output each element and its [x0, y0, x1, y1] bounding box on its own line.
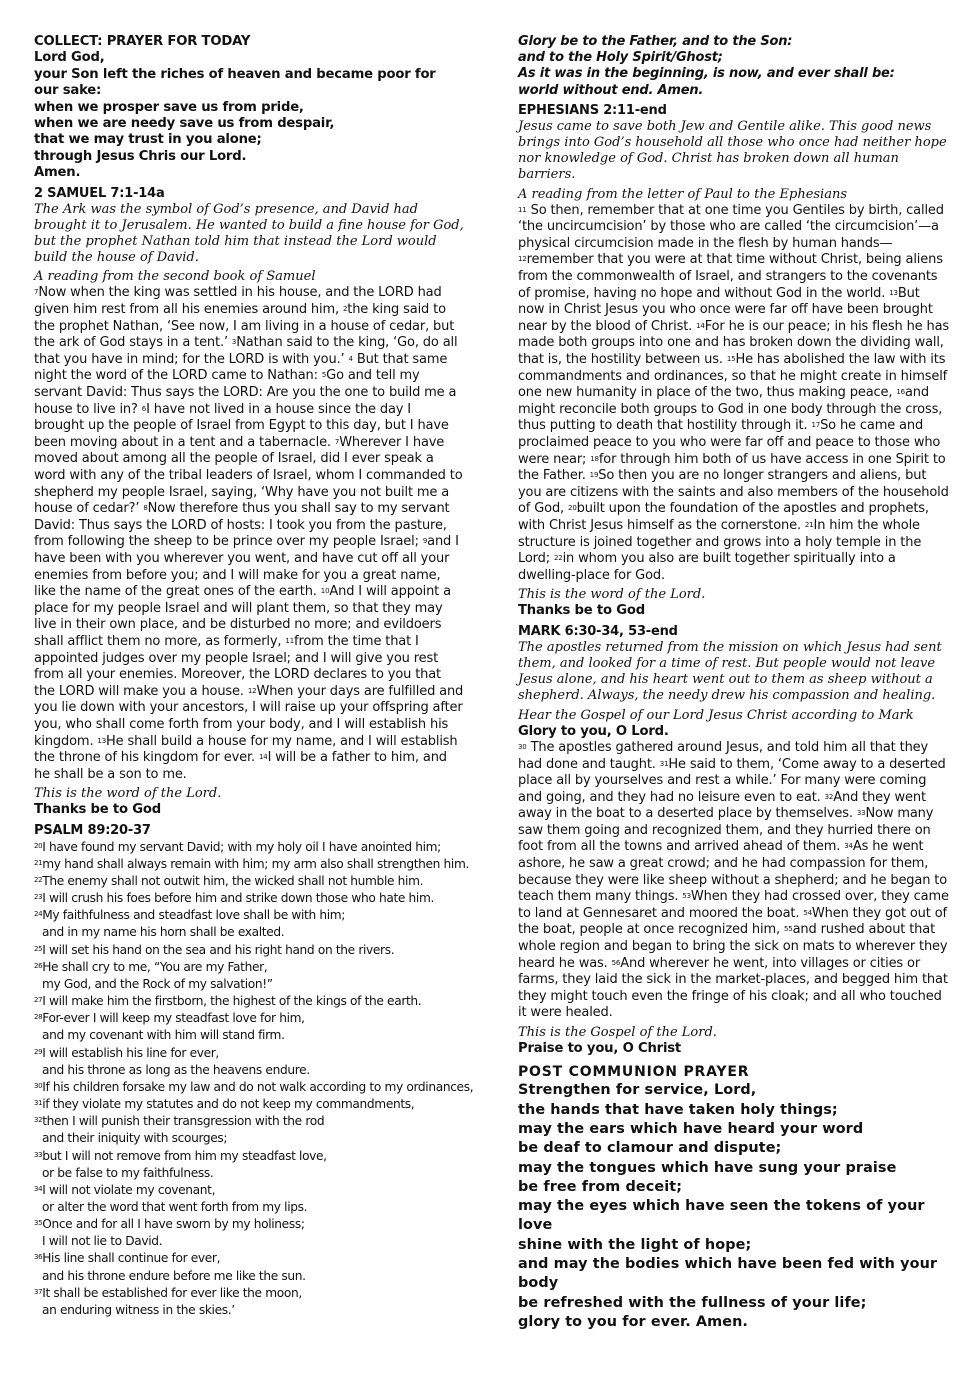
verse-text: The apostles gathered around Jesus, and told him all that they had done and taught.: [518, 739, 929, 772]
verse-text: When your days are fulfilled and you lie down with your ancestors, I will raise up your offspring after you, who shall come forth from your body, and I will establish his kingdom.: [34, 683, 464, 749]
verse-number: 37: [34, 1287, 43, 1296]
psalm-line: [34, 1113, 464, 1130]
verse-number: 23: [34, 893, 43, 902]
psalm-line-text: or alter the word that went forth from my lips.: [42, 1199, 308, 1214]
psalm-line: [34, 942, 464, 959]
verse-number: 13: [889, 288, 898, 297]
verse-text: But now in Christ Jesus you who once were far off have been brought near by the blood of Christ.: [518, 285, 933, 334]
postcommunion-line: be refreshed with the fullness of your life;: [518, 1294, 867, 1311]
psalm-line: [34, 1250, 464, 1267]
verse-number: 22: [553, 554, 563, 563]
psalm-line-text: and his throne as long as the heavens endure.: [42, 1062, 310, 1077]
mark-acclaim: Glory to you, O Lord.: [518, 723, 669, 739]
psalm-line: [34, 890, 464, 907]
postcommunion-heading: POST COMMUNION PRAYER: [518, 1064, 750, 1081]
psalm-line: [34, 1148, 464, 1165]
verse-number: 7: [34, 288, 39, 297]
verse-text: And they went away in the boat to a deserted place by themselves.: [518, 789, 926, 822]
verse-text: But that same night the word of the LORD came to Nathan:: [34, 351, 448, 384]
samuel-section: [34, 186, 464, 819]
samuel-response: Thanks be to God: [34, 802, 161, 818]
verse-text: for through him both of us have access in one Spirit to the Father.: [518, 451, 946, 484]
verse-number: 32: [34, 1116, 43, 1125]
verse-text: from the time that I appointed judges over my people Israel; and I will give you rest from all your enemies. Moreover, the LORD declares to you that the LORD will make you a house.: [34, 633, 441, 699]
verse-number: 9: [422, 537, 428, 546]
verse-number: 10: [320, 587, 330, 596]
verse-text: and rushed about that whole region and began to bring the sick on mats to wherever they heard he was.: [518, 922, 948, 971]
verse-number: 11: [285, 636, 295, 645]
psalm-line: [34, 839, 464, 856]
psalm-line-text: my hand shall always remain with him; my arm also shall strengthen him.: [42, 856, 470, 871]
collect-line: your Son left the riches of heaven and became poor for our sake:: [34, 66, 436, 99]
verse-text: and might reconcile both groups to God in one body through the cross, thus putting to death that hostility through it.: [518, 385, 943, 434]
verse-text: When they got out of the boat, people at once recognized him,: [518, 905, 947, 938]
postcommunion-line: may the tongues which have sung your praise: [518, 1159, 897, 1176]
verse-text: the king said to the prophet Nathan, ‘See now, I am living in a house of cedar, but the ark of God stays in a tent.’: [34, 302, 455, 351]
psalm-line: [34, 1130, 464, 1147]
collect-line: when we are needy save us from despair,: [34, 116, 335, 132]
postcommunion-line: the hands that have taken holy things;: [518, 1101, 838, 1118]
psalm-line-text: and in my name his horn shall be exalted.: [42, 925, 285, 940]
verse-number: 5: [321, 371, 327, 380]
verse-number: 28: [34, 1013, 43, 1022]
psalm-line-text: and their iniquity with scourges;: [42, 1131, 228, 1146]
samuel-reading: [34, 285, 464, 783]
gloria-text: [518, 34, 950, 99]
verse-number: 18: [590, 454, 599, 463]
gloria-line: Glory be to the Father, and to the Son:: [518, 34, 793, 49]
mark-response: Praise to you, O Christ: [518, 1041, 682, 1056]
psalm-line: [34, 1096, 464, 1113]
psalm-line-text: The enemy shall not outwit him, the wicked shall not humble him.: [42, 874, 424, 888]
verse-number: 22: [34, 876, 43, 884]
verse-text: built upon the foundation of the apostles and prophets, with Christ Jesus himself as the cornerstone.: [518, 501, 929, 533]
psalm-line-text: I will establish his line for ever,: [42, 1045, 219, 1060]
verse-number: 11: [518, 205, 527, 214]
collect-line: when we prosper save us from pride,: [34, 99, 304, 115]
psalm-section: [34, 822, 474, 1319]
postcommunion-line: be free from deceit;: [518, 1178, 683, 1195]
verse-text: I have not lived in a house since the day I brought up the people of Israel from Egypt to this day, but I have been moving about in a tent and a tabernacle.: [34, 401, 449, 450]
samuel-announce: A reading from the second book of Samuel: [34, 269, 316, 285]
verse-number: 2: [342, 305, 348, 314]
gloria-line: world without end. Amen.: [518, 82, 704, 98]
verse-number: 34: [844, 842, 853, 851]
gloria-section: [518, 34, 950, 99]
samuel-close: This is the word of the Lord.: [34, 786, 222, 802]
left-column: [34, 34, 474, 1319]
psalm-line-text: His line shall continue for ever,: [42, 1251, 221, 1266]
mark-heading: MARK 6:30-34, 53-end: [518, 623, 678, 639]
postcommunion-section: [518, 1063, 950, 1332]
verse-number: 4: [348, 354, 353, 363]
psalm-line: [34, 1268, 464, 1285]
verse-number: 26: [34, 961, 43, 970]
gloria-line: and to the Holy Spirit/Ghost;: [518, 50, 723, 66]
psalm-line-text: and my covenant with him will stand firm.: [42, 1028, 285, 1043]
verse-text: And I will appoint a place for my people Israel and will plant them, so that they may live in their own place, and be disturbed no more; and evildoers shall afflict them no more, as formerly,: [34, 584, 451, 649]
psalm-line-text: He shall cry to me, “You are my Father,: [42, 959, 268, 974]
postcommunion-prayer: [518, 1081, 950, 1332]
psalm-line: [34, 907, 464, 924]
psalm-line: [34, 1027, 464, 1044]
psalm-line-text: Once and for all I have sworn by my holiness;: [42, 1217, 305, 1232]
verse-number: 15: [726, 354, 736, 363]
verse-text: Now therefore thus you shall say to my servant David: Thus says the LORD of hosts: I took you from the pasture, from following the sheep to be prince over my people Israel;: [34, 501, 450, 550]
psalm-line-text: an enduring witness in the skies.’: [42, 1302, 235, 1317]
psalm-line: [34, 1216, 464, 1233]
verse-text: Nathan said to the king, ‘Go, do all that you have in mind; for the LORD is with you.’: [34, 335, 458, 367]
psalm-line-text: then I will punish their transgression with the rod: [42, 1114, 325, 1129]
verse-text: And wherever he went, into villages or cities or farms, they laid the sick in the market-places, and begged him that they might touch even the fringe of his cloak; and all who touched it were healed.: [518, 955, 948, 1021]
verse-number: 8: [143, 504, 148, 513]
verse-text: For he is our peace; in his flesh he has made both groups into one and has broken down the dividing wall, that is, the hostility between us.: [518, 318, 950, 367]
verse-number: 21: [804, 520, 814, 529]
ephesians-reading: [518, 203, 950, 585]
verse-text: I will be a father to him, and he shall be a son to me.: [34, 750, 447, 782]
verse-text: Wherever I have moved about among all the people of Israel, did I ever speak a word with any of the tribal leaders of Israel, whom I commanded to shepherd my people Israel, saying, ‘Why have you not built me a house of cedar?’: [34, 434, 463, 517]
verse-text: and I have been with you wherever you went, and have cut off all your enemies from before you; and I will make for you a great name, like the name of the great ones of the earth.: [34, 534, 459, 600]
samuel-heading: 2 SAMUEL 7:1-14a: [34, 185, 165, 201]
verse-number: 34: [34, 1184, 43, 1193]
postcommunion-line: Strengthen for service, Lord,: [518, 1082, 757, 1099]
psalm-line: [34, 1010, 464, 1027]
collect-line: through Jesus Chris our Lord.: [34, 148, 247, 164]
psalm-text: [34, 839, 474, 1319]
verse-text: He has abolished the law with its commandments and ordinances, so that he might create in himself one new humanity in place of the two, thus making peace,: [518, 351, 948, 401]
verse-number: 20: [568, 504, 577, 513]
psalm-line-text: If his children forsake my law and do not walk according to my ordinances,: [42, 1079, 474, 1094]
verse-text: In him the whole structure is joined together and grows into a holy temple in the Lord;: [518, 517, 922, 567]
ephesians-response: Thanks be to God: [518, 603, 645, 619]
verse-text: So then you are no longer strangers and aliens, but you are citizens with the saints and also members of the household of God,: [518, 468, 949, 517]
mark-reading: [518, 740, 950, 1022]
verse-number: 12: [247, 686, 257, 695]
verse-number: 56: [611, 958, 621, 967]
verse-number: 13: [97, 736, 107, 745]
verse-text: So he came and proclaimed peace to you who were far off and peace to those who were near;: [518, 418, 941, 467]
verse-number: 35: [34, 1219, 43, 1228]
verse-text: Go and tell my servant David: Thus says the LORD: Are you the one to build me a house to live in?: [34, 368, 457, 417]
verse-number: 17: [811, 421, 821, 430]
ephesians-announce: A reading from the letter of Paul to the Ephesians: [518, 186, 848, 202]
samuel-intro: The Ark was the symbol of God’s presence, and David had brought it to Jerusalem. He wanted to build a fine house for God, but the prophet Nathan told him that instead the Lord would build the house of David.: [34, 201, 464, 266]
verse-number: 20: [34, 841, 43, 850]
psalm-line: [34, 1302, 464, 1319]
psalm-line-text: my God, and the Rock of my salvation!”: [42, 976, 273, 991]
verse-text: Now many saw them going and recognized them, and they hurried there on foot from all the towns and arrived ahead of them.: [518, 806, 934, 855]
verse-number: 7: [334, 437, 340, 446]
verse-text: remember that you were at that time without Christ, being aliens from the commonwealth of Israel, and strangers to the covenants of promise, having no hope and without God in the world.: [518, 252, 943, 301]
psalm-line-text: I will not lie to David.: [42, 1234, 163, 1249]
verse-number: 33: [856, 809, 866, 818]
verse-text: When they had crossed over, they came to land at Gennesaret and moored the boat.: [518, 889, 949, 921]
verse-number: 54: [803, 908, 812, 917]
verse-text: in whom you also are built together spiritually into a dwelling-place for God.: [518, 551, 896, 583]
psalm-line-text: I will crush his foes before him and strike down those who hate him.: [42, 891, 435, 906]
psalm-line: [34, 976, 464, 993]
mark-intro: The apostles returned from the mission on which Jesus had sent them, and looked for a time of rest. But people would not leave Jesus alone, and his heart went out to them as sheep without a shepherd. Always, the needy drew his compassion and healing.: [518, 639, 942, 704]
verse-number: 31: [659, 759, 669, 768]
verse-number: 6: [141, 404, 147, 413]
psalm-line: [34, 1062, 464, 1079]
verse-number: 55: [783, 925, 793, 934]
gloria-line: As it was in the beginning, is now, and ever shall be:: [518, 66, 895, 82]
verse-text: Now when the king was settled in his house, and the LORD had given him rest from all his enemies around him,: [34, 285, 442, 318]
verse-number: 30: [34, 1081, 43, 1090]
verse-number: 14: [696, 321, 705, 330]
mark-close: This is the Gospel of the Lord.: [518, 1025, 717, 1040]
psalm-line-text: I will make him the firstborn, the highest of the kings of the earth.: [42, 994, 422, 1009]
postcommunion-line: shine with the light of hope;: [518, 1236, 752, 1253]
psalm-heading: PSALM 89:20-37: [34, 822, 151, 838]
psalm-line: [34, 1199, 464, 1216]
verse-text: As he went ashore, he saw a great crowd; and he had compassion for them, because they were like sheep without a shepherd; and he began to teach them many things.: [518, 839, 948, 905]
psalm-line-text: if they violate my statutes and do not keep my commandments,: [42, 1097, 415, 1112]
psalm-line-text: or be false to my faithfulness.: [42, 1165, 214, 1180]
verse-number: 14: [258, 753, 268, 762]
psalm-line: [34, 959, 464, 976]
psalm-line-text: My faithfulness and steadfast love shall be with him;: [42, 908, 346, 923]
verse-text: He shall build a house for my name, and I will establish the throne of his kingdom for ever.: [34, 733, 458, 766]
verse-text: He said to them, ‘Come away to a deserted place all by yourselves and rest a while.’ For many were coming and going, and they had no leisure even to eat.: [518, 756, 946, 805]
psalm-line: [34, 1182, 464, 1199]
right-column: [518, 34, 950, 1332]
psalm-line-text: I will set his hand on the sea and his right hand on the rivers.: [42, 942, 395, 957]
psalm-line: [34, 856, 470, 873]
postcommunion-line: and may the bodies which have been fed with your body: [518, 1256, 938, 1292]
psalm-line: [34, 924, 464, 941]
ephesians-intro: Jesus came to save both Jew and Gentile alike. This good news brings into God’s household all those who once had neither hope nor knowledge of God. Christ has broken down all human barriers.: [518, 118, 947, 183]
mark-section: [518, 624, 950, 1058]
psalm-line: [34, 873, 464, 890]
verse-number: 32: [824, 792, 834, 801]
verse-number: 3: [231, 338, 237, 347]
verse-number: 16: [896, 388, 905, 397]
ephesians-heading: EPHESIANS 2:11-end: [518, 102, 667, 118]
collect-prayer: [34, 50, 464, 181]
verse-number: 33: [34, 1150, 43, 1159]
collect-line: Lord God,: [34, 50, 105, 66]
verse-number: 12: [518, 255, 527, 264]
verse-text: So then, remember that at one time you Gentiles by birth, called ‘the uncircumcision’ by those who are called ‘the circumcision’—a physical circumcision made in the flesh by human hands—: [518, 202, 944, 251]
psalm-line: [34, 993, 464, 1010]
psalm-line-text: For-ever I will keep my steadfast love for him,: [42, 1011, 305, 1026]
psalm-line: [34, 1165, 464, 1182]
postcommunion-line: may the eyes which have seen the tokens of your love: [518, 1198, 925, 1234]
verse-number: 24: [34, 910, 43, 919]
psalm-line-text: I have found my servant David; with my holy oil I have anointed him;: [42, 839, 441, 854]
psalm-line: [34, 1233, 464, 1250]
psalm-line-text: It shall be established for ever like the moon,: [42, 1285, 302, 1300]
verse-number: 53: [682, 892, 691, 901]
verse-number: 19: [589, 471, 599, 480]
verse-number: 25: [34, 944, 43, 953]
verse-number: 36: [34, 1253, 43, 1262]
collect-line: that we may trust in you alone;: [34, 132, 262, 148]
collect-line: Amen.: [34, 165, 81, 181]
ephesians-section: [518, 103, 950, 620]
verse-number: 21: [34, 858, 43, 867]
mark-announce: Hear the Gospel of our Lord Jesus Christ according to Mark: [518, 707, 914, 723]
psalm-line: [34, 1079, 474, 1096]
psalm-line-text: I will not violate my covenant,: [42, 1182, 216, 1197]
verse-number: 30: [518, 742, 527, 751]
postcommunion-line: glory to you for ever. Amen.: [518, 1313, 748, 1330]
collect-heading: COLLECT: PRAYER FOR TODAY: [34, 34, 251, 49]
psalm-line: [34, 1045, 464, 1062]
verse-number: 31: [34, 1099, 43, 1108]
postcommunion-line: be deaf to clamour and dispute;: [518, 1140, 782, 1157]
psalm-line: [34, 1285, 464, 1302]
verse-number: 27: [34, 996, 43, 1005]
psalm-line-text: but I will not remove from him my steadfast love,: [42, 1148, 327, 1163]
ephesians-close: This is the word of the Lord.: [518, 587, 706, 603]
postcommunion-line: may the ears which have heard your word: [518, 1121, 864, 1137]
collect-section: [34, 34, 464, 182]
psalm-line-text: and his throne endure before me like the sun.: [42, 1268, 306, 1283]
verse-number: 29: [34, 1047, 43, 1056]
